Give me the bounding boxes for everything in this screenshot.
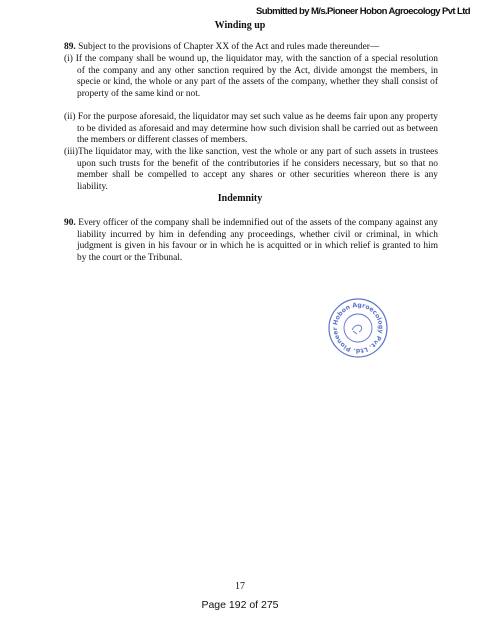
clause-89-intro xyxy=(64,42,444,54)
company-seal xyxy=(327,297,389,359)
clause-89-item-i: (i) If the company shall be wound up, the liquidator may, with the sanction of a special resolution of the company and any other sanction required by the Act, divide amongst the members, in specie or kind, the whole or any part of the assets of the company, whether they shall consist of property of the same kind or not. xyxy=(64,54,438,99)
clause-90-number: 90. xyxy=(64,218,76,228)
clause-90-text: Every officer of the company shall be indemnified out of the assets of the company against any liability incurred by him in defending any proceedings, whether civil or criminal, in which judgment is given in his favour or in which he is acquitted or in which relief is granted to him by the court or the Tribunal. xyxy=(77,218,438,263)
clause-89-item-iii: (iii)The liquidator may, with the like sanction, vest the whole or any part of such assets in trustees upon such trusts for the benefit of the contributories if he considers necessary, but so that no member shall be compelled to accept any shares or other securities whereon there is any liability. xyxy=(64,147,438,192)
submission-note: Submitted by M/s.Pioneer Hobon Agroecology Pvt Ltd xyxy=(255,6,470,17)
clause-89-number: 89. xyxy=(64,42,76,52)
page-number: 17 xyxy=(235,581,245,592)
seal-text: Hobon Agroecology Pvt. Ltd. Pioneer xyxy=(331,301,385,355)
clause-89-item-ii: (ii) For the purpose aforesaid, the liquidator may set such value as he deems fair upon any property to be divided as aforesaid and may determine how such division shall be carried out as between the members or different classes of members. xyxy=(64,112,438,146)
svg-text:Hobon Agroecology Pvt. Ltd. Pi xyxy=(332,302,384,354)
clause-90 xyxy=(64,218,438,264)
section-title-indemnity: Indemnity xyxy=(217,193,263,204)
page-count: Page 192 of 275 xyxy=(201,599,279,611)
clause-89-intro-text: Subject to the provisions of Chapter XX of the Act and rules made thereunder— xyxy=(78,42,380,52)
section-title-winding-up: Winding up xyxy=(214,20,266,31)
